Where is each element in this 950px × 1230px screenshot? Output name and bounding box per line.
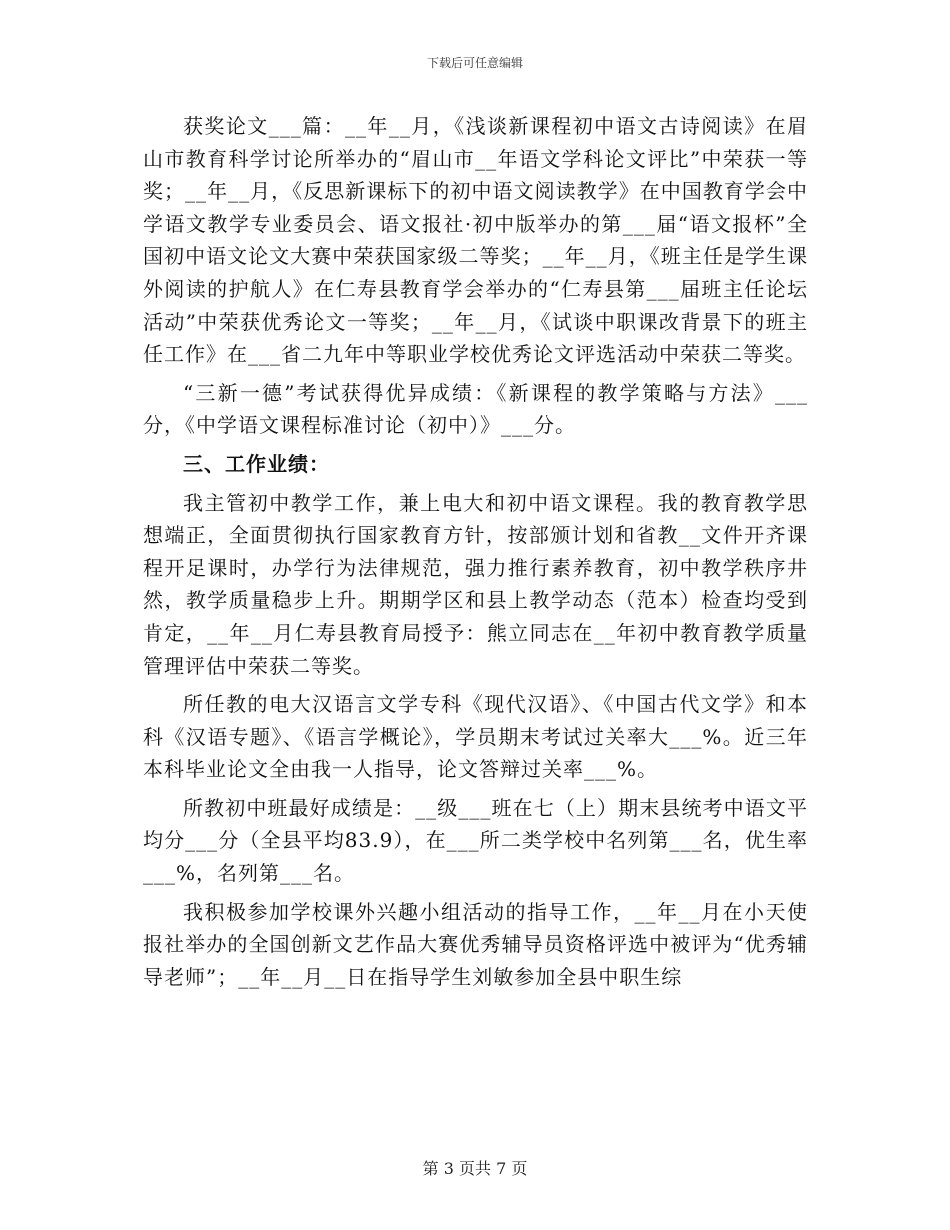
page-number: 第 3 页共 7 页 xyxy=(422,1159,528,1178)
paragraph-class-results: 所教初中班最好成绩是：__级___班在七（上）期末县统考中语文平均分___分（全县平均83.9），在___所二类学校中名列第___名，优生率___%，名列第___名。 xyxy=(143,795,808,886)
section-heading-work-achievements: 三、工作业绩： xyxy=(183,451,330,476)
paragraph-exam-results: “三新一德”考试获得优异成绩：《新课程的教学策略与方法》___分，《中学语文课程标准讨论（初中）》___分。 xyxy=(143,380,808,438)
page-header: 下载后可任意编辑 xyxy=(426,56,523,70)
document-body xyxy=(143,110,808,993)
paragraph-extracurricular: 我积极参加学校课外兴趣小组活动的指导工作，__年__月在小天使报社举办的全国创新文艺作品大赛优秀辅导员资格评选中被评为“优秀辅导老师”；__年__月__日在指导学生刘敏参加全县中职生综 xyxy=(143,899,808,989)
paragraph-teaching-management: 我主管初中教学工作，兼上电大和初中语文课程。我的教育教学思想端正，全面贯彻执行国家教育方针，按部颁计划和省教__文件开齐课程开足课时，办学行为法律规范，强力推行素养教育，初中教学秩序井然，教学质量稳步上升。期期学区和县上教学动态（范本）检查均受到肯定，__年__月仁寿县教育局授予：熊立同志在__年初中教育教学质量管理评估中荣获二等奖。 xyxy=(143,490,808,678)
paragraph-awards: 获奖论文___篇：__年__月，《浅谈新课程初中语文古诗阅读》在眉山市教育科学讨论所举办的“眉山市__年语文学科论文评比”中荣获一等奖；__年__月，《反思新课标下的初中语文阅读教学》在中国教育学会中学语文教学专业委员会、语文报社·初中版举办的第___届“语文报杯”全国初中语文论文大赛中荣获国家级二等奖；__年__月，《班主任是学生课外阅读的护航人》在仁寿县教育学会举办的“仁寿县第___届班主任论坛活动”中荣获优秀论文一等奖；__年__月，《试谈中职课改背景下的班主任工作》在___省二九年中等职业学校优秀论文评选活动中荣获二等奖。 xyxy=(143,114,808,367)
paragraph-tvu-courses: 所任教的电大汉语言文学专科《现代汉语》、《中国古代文学》和本科《汉语专题》、《语言学概论》，学员期末考试过关率大___%。近三年本科毕业论文全由我一人指导，论文答辩过关率___%。 xyxy=(143,692,808,782)
